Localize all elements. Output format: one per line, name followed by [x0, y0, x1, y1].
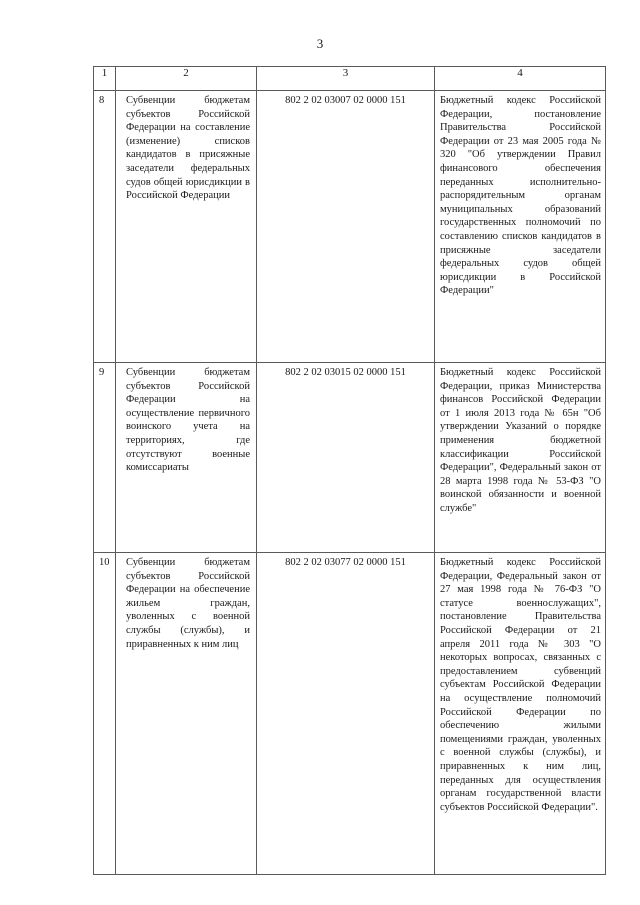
revenue-name: Субвенции бюджетам субъектов Российской Федерации на обеспечение жильем граждан, уволенных с военной службы (службы), и приравненных к ним лиц [116, 553, 257, 875]
page-number: 3 [316, 36, 324, 51]
header-col-3: 3 [257, 67, 435, 91]
table-row [94, 363, 606, 553]
table-header-row [94, 67, 606, 91]
header-col-2: 2 [116, 67, 257, 91]
budget-table [93, 66, 606, 875]
revenue-name: Субвенции бюджетам субъектов Российской Федерации на составление (изменение) списков кандидатов в присяжные заседатели федеральных судов общей юрисдикции в Российской Федерации [116, 91, 257, 363]
table-row [94, 553, 606, 875]
row-number: 10 [94, 553, 116, 875]
legal-basis: Бюджетный кодекс Российской Федерации, Федеральный закон от 27 мая 1998 года № 76-ФЗ "О статусе военнослужащих", постановление Правительства Российской Федерации от 21 апреля 2011 года № 303 "О некоторых вопросах, связанных с предоставлением субвенций субъектам Российской Федерации на осуществление полномочий Российской Федерации по обеспечению жилыми помещениями граждан, уволенных с военной службы (службы), и приравненных к ним лиц, переданных для осуществления органам государственной власти субъектов Российской Федерации". [435, 553, 606, 875]
revenue-name: Субвенции бюджетам субъектов Российской Федерации на осуществление первичного воинского учета на территориях, где отсутствуют военные комиссариаты [116, 363, 257, 553]
header-col-1: 1 [94, 67, 116, 91]
budget-code: 802 2 02 03007 02 0000 151 [257, 91, 435, 363]
header-col-4: 4 [435, 67, 606, 91]
legal-basis: Бюджетный кодекс Российской Федерации, приказ Министерства финансов Российской Федерации от 1 июля 2013 года № 65н "Об утверждении Указаний о порядке применения бюджетной классификации Российской Федерации", Федеральный закон от 28 марта 1998 года № 53-ФЗ "О воинской обязанности и военной службе" [435, 363, 606, 553]
budget-code: 802 2 02 03015 02 0000 151 [257, 363, 435, 553]
legal-basis: Бюджетный кодекс Российской Федерации, постановление Правительства Российской Федерации от 23 мая 2005 года № 320 "Об утверждении Правил финансового обеспечения переданных исполнительно-распорядительным органам муниципальных образований государственных полномочий по составлению списков кандидатов в присяжные заседатели федеральных судов общей юрисдикции в Российской Федерации" [435, 91, 606, 363]
budget-code: 802 2 02 03077 02 0000 151 [257, 553, 435, 875]
row-number: 9 [94, 363, 116, 553]
row-number: 8 [94, 91, 116, 363]
table-row [94, 91, 606, 363]
